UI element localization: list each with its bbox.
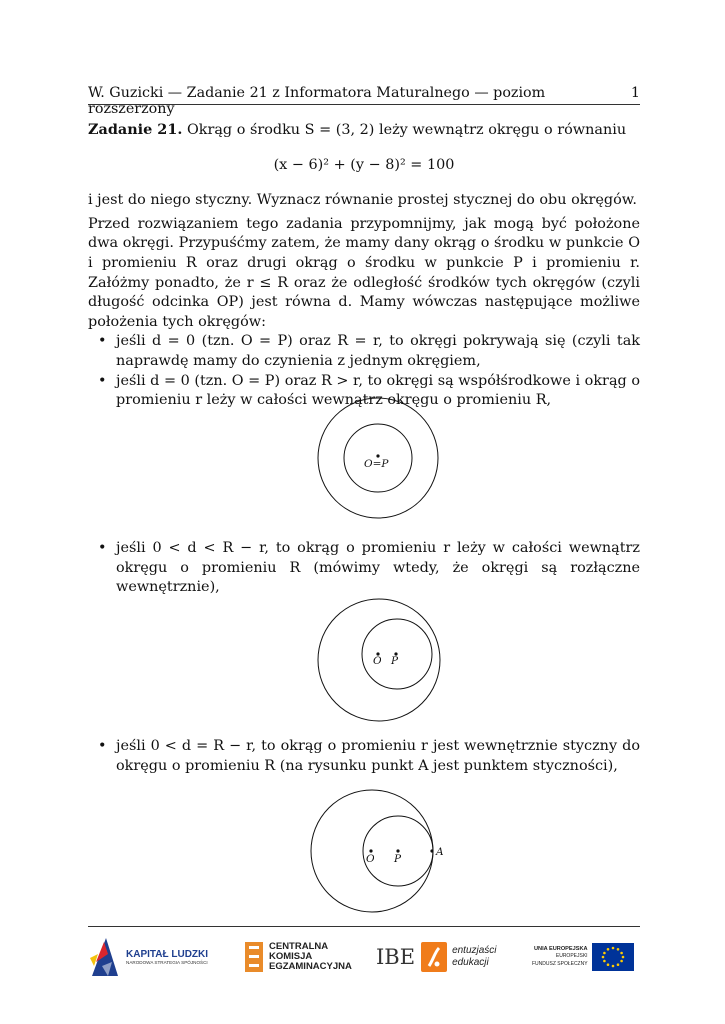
task-body	[88, 120, 640, 411]
bullet-dot: •	[98, 738, 107, 754]
logo2-line1: CENTRALNA	[269, 941, 329, 952]
ibe-logo	[376, 934, 516, 980]
logo3-sub1: entuzjaści	[452, 945, 497, 956]
ibe-text: IBE	[376, 945, 416, 969]
label-o: O	[373, 655, 382, 667]
page-number: 1	[630, 85, 640, 101]
figure-tangent-circles	[0, 786, 725, 926]
task-body-3	[88, 737, 640, 776]
point-a	[430, 849, 433, 852]
logo4-line3: FUNDUSZ SPOŁECZNY	[532, 960, 588, 967]
bullet-text: jeśli d = 0 (tzn. O = P) oraz R > r, to okręgi są współśrodkowe i okrąg o promieniu r leży w całości wewnątrz okręgu o promieniu R,	[116, 372, 640, 409]
task-continuation: i jest do niego styczny. Wyznacz równanie prostej stycznej do obu okręgów.	[88, 192, 637, 209]
logo1-title: KAPITAŁ LUDZKI	[126, 949, 209, 960]
bullet-item-3	[88, 539, 640, 598]
running-header	[88, 85, 640, 117]
bullet-item-1	[88, 332, 640, 371]
eu-flag-icon	[592, 943, 634, 971]
bullet-text: jeśli 0 < d < R − r, to okrąg o promieniu r leży w całości wewnątrz okręgu o promieniu R (mówimy wtedy, że okręgi są rozłączne wewnętrznie),	[116, 540, 640, 596]
logo1-subtitle: NARODOWA STRATEGIA SPÓJNOŚCI	[126, 960, 208, 965]
kapital-ludzki-emblem-icon	[88, 936, 122, 978]
logo3-sub2: edukacji	[452, 957, 489, 968]
circle-equation: (x − 6)² + (y − 8)² = 100	[273, 156, 455, 173]
figure-concentric-circles	[0, 388, 725, 528]
entuzjasci-emblem-icon	[421, 942, 447, 972]
task-label: Zadanie 21.	[88, 121, 183, 138]
header-title: W. Guzicki — Zadanie 21 z Informatora Maturalnego — poziom rozszerzony	[88, 85, 546, 117]
eu-logo	[532, 934, 640, 980]
header-rule	[88, 104, 640, 105]
logo2-line3: EGZAMINACYJNA	[269, 961, 352, 972]
footer-rule	[88, 926, 640, 927]
bullet-text: jeśli 0 < d = R − r, to okrąg o promieniu r jest wewnętrznie styczny do okręgu o promieniu R (na rysunku punkt A jest punktem styczności),	[116, 738, 640, 774]
bullet-dot: •	[98, 540, 107, 556]
center-label: O=P	[364, 458, 389, 470]
cke-logo	[245, 934, 365, 980]
footer-logos	[88, 934, 640, 980]
logo4-line1: UNIA EUROPEJSKA	[533, 945, 588, 952]
task-body-2	[88, 539, 640, 598]
label-a: A	[436, 846, 444, 858]
label-p: P	[391, 655, 399, 667]
label-o: O	[366, 853, 375, 865]
figure-disjoint-circles	[0, 590, 725, 732]
bullet-dot: •	[98, 372, 107, 389]
label-p: P	[394, 853, 402, 865]
bullet-text: jeśli d = 0 (tzn. O = P) oraz R = r, to okręgi pokrywają się (czyli tak naprawdę mamy do czynienia z jednym okręgiem,	[116, 333, 640, 369]
explanation-paragraph: Przed rozwiązaniem tego zadania przypomnijmy, jak mogą być położone dwa okręgi. Przypuśćmy zatem, że mamy dany okrąg o środku w punkcie O i promieniu R oraz drugi okrąg o środku w punkcie P i promieniu r. Załóżmy ponadto, że r ≤ R oraz że odległość środków tych okręgów (czyli długość odcinka OP) jest równa d. Mamy wówczas następujące możliwe położenia tych okręgów:	[88, 215, 640, 330]
logo4-line2: EUROPEJSKI	[555, 953, 588, 960]
logo2-line2: KOMISJA	[269, 951, 313, 962]
cke-emblem-icon	[245, 942, 263, 972]
kapital-ludzki-logo	[88, 934, 228, 980]
bullet-dot: •	[98, 333, 107, 350]
task-statement	[88, 120, 640, 141]
task-intro: Okrąg o środku S = (3, 2) leży wewnątrz okręgu o równaniu	[186, 122, 627, 138]
bullet-item-4	[88, 737, 640, 776]
